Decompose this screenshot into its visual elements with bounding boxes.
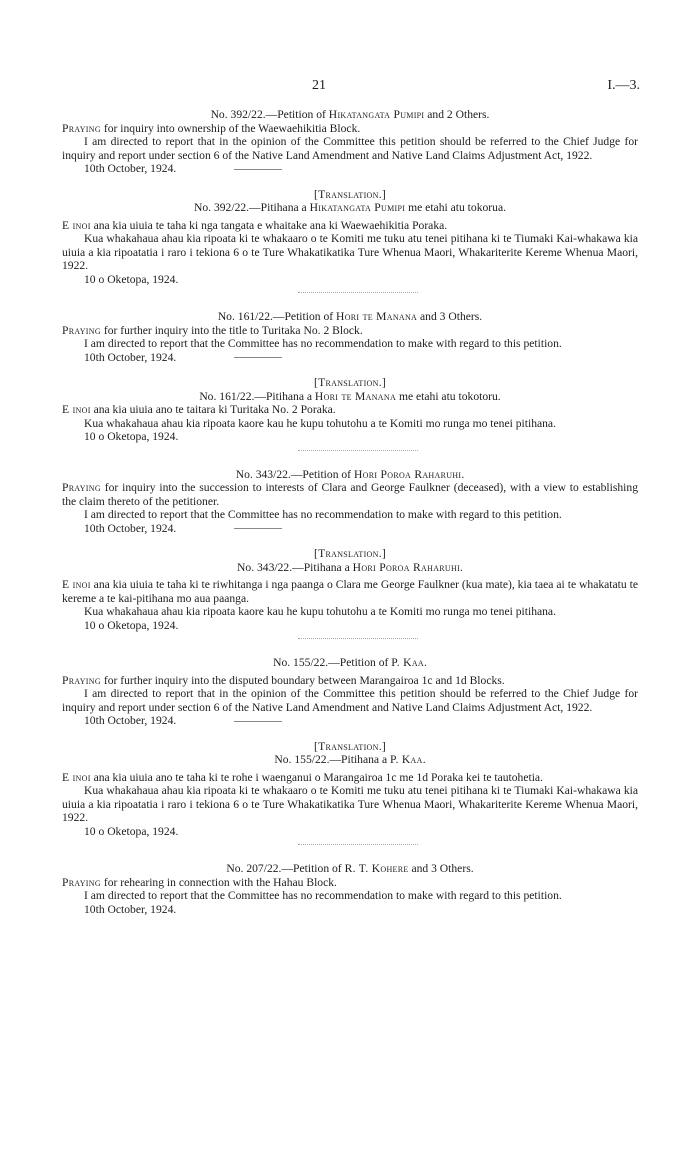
petition-date: 10th October, 1924. [84,902,177,916]
maori-date: 10 o Oketopa, 1924. [84,430,179,443]
maori-date: 10 o Oketopa, 1924. [84,272,179,286]
petition-title: No. 392/22.—Petition of Hikatangata Pumipi and 2 Others. [210,108,490,121]
petition-block [62,656,638,838]
petition-praying: Praying for inquiry into ownership of the Waewaehikitia Block. [62,121,361,135]
maori-inoi: E inoi ana kia uiuia ano te taitara ki Turitaka No. 2 Poraka. [62,403,336,416]
page-number: 21 [312,78,326,93]
maori-inoi: E inoi ana kia uiuia te taha ki nga tangata e whaitake ana ki Waewaehikitia Poraka. [62,218,448,232]
section-separator [62,286,638,298]
petition-block [62,468,638,633]
petition-report: I am directed to report that in the opinion of the Committee this petition should be referred to the Chief Judge for inquiry and report under section 6 of the Native Land Amendment and Native Land Claims Adjustment Act, 1922. [62,687,638,714]
maori-inoi: E inoi ana kia uiuia te taha ki te riwhitanga i nga paanga o Clara me George Faulkner (kua mate), kia taea ai te whakatatu te kereme a te kai-pitihana mo aua paanga. [62,578,638,605]
petition-block [62,862,638,916]
maori-date: 10 o Oketopa, 1924. [84,824,179,838]
petition-date: 10th October, 1924. [62,162,638,176]
translation-label: [Translation.] [313,739,387,753]
maori-date: 10 o Oketopa, 1924. [84,618,179,632]
petition-praying: Praying for rehearing in connection with the Hahau Block. [62,875,337,889]
document-body [62,108,638,916]
petition-date: 10th October, 1924. [62,714,638,728]
maori-report: Kua whakahaua ahau kia ripoata kaore kau he kupu tohutohu a te Komiti mo runga mo tenei pitihana. [84,605,556,618]
maori-title: No. 392/22.—Pitihana a Hikatangata Pumipi me etahi atu tokorua. [193,201,506,214]
petition-date: 10th October, 1924. [62,522,638,536]
maori-title: No. 161/22.—Pitihana a Hori te Manana me etahi atu tokotoru. [199,389,501,403]
translation-label: [Translation.] [313,376,387,389]
petition-praying: Praying for inquiry into the succession to interests of Clara and George Faulkner (deceased), with a view to establishing the claim thereto of the petitioner. [62,481,638,508]
petition-title: No. 343/22.—Petition of Hori Poroa Raharuhi. [235,467,465,481]
petition-report: I am directed to report that in the opinion of the Committee this petition should be referred to the Chief Judge for inquiry and report under section 6 of the Native Land Amendment and Native Land Claims Adjustment Act, 1922. [62,135,638,162]
section-separator [62,838,638,850]
translation-label: [Translation.] [313,547,387,560]
petition-block [62,310,638,444]
petition-block [62,108,638,286]
maori-report: Kua whakahaua ahau kia ripoata ki te whakaaro o te Komiti me tuku atu tenei pitihana ki te Tiumaki Kai-whakawa kia uiuia a kia ripoatatia i raro i tekiona 6 o te Ture Whakatikatika Ture Whenua Maori, Whakariterite Kereme Whenua Maori, 1922. [62,232,638,272]
petition-title: No. 207/22.—Petition of R. T. Kohere and 3 Others. [226,862,474,875]
section-separator [62,444,638,456]
petition-date: 10th October, 1924. [62,351,638,365]
petition-report: I am directed to report that the Committee has no recommendation to make with regard to this petition. [84,337,562,350]
page-header [0,78,700,98]
petition-praying: Praying for further inquiry into the disputed boundary between Marangairoa 1c and 1d Blocks. [62,673,505,687]
petition-report: I am directed to report that the Committee has no recommendation to make with regard to this petition. [84,889,562,902]
maori-title: No. 155/22.—Pitihana a P. Kaa. [274,753,426,766]
document-reference: I.—3. [607,78,640,93]
translation-label: [Translation.] [313,187,387,201]
petition-title: No. 155/22.—Petition of P. Kaa. [273,656,427,669]
petition-report: I am directed to report that the Committee has no recommendation to make with regard to this petition. [84,508,562,521]
petition-praying: Praying for further inquiry into the title to Turitaka No. 2 Block. [62,323,363,337]
petition-title: No. 161/22.—Petition of Hori te Manana and 3 Others. [217,310,483,323]
maori-report: Kua whakahaua ahau kia ripoata kaore kau he kupu tohutohu a te Komiti mo runga mo tenei pitihana. [84,416,556,430]
maori-report: Kua whakahaua ahau kia ripoata ki te whakaaro o te Komiti me tuku atu tenei pitihana ki te Tiumaki Kai-whakawa kia uiuia a kia ripoatatia i raro i tekiona 6 o te Ture Whakatikatika Ture Whenua Maori, Whakariterite Kereme Whenua Maori, 1922. [62,784,638,824]
maori-title: No. 343/22.—Pitihana a Hori Poroa Raharuhi. [237,560,463,574]
section-separator [62,632,638,644]
maori-inoi: E inoi ana kia uiuia ano te taha ki te rohe i waenganui o Marangairoa 1c me 1d Poraka kei te tautohetia. [62,770,543,784]
